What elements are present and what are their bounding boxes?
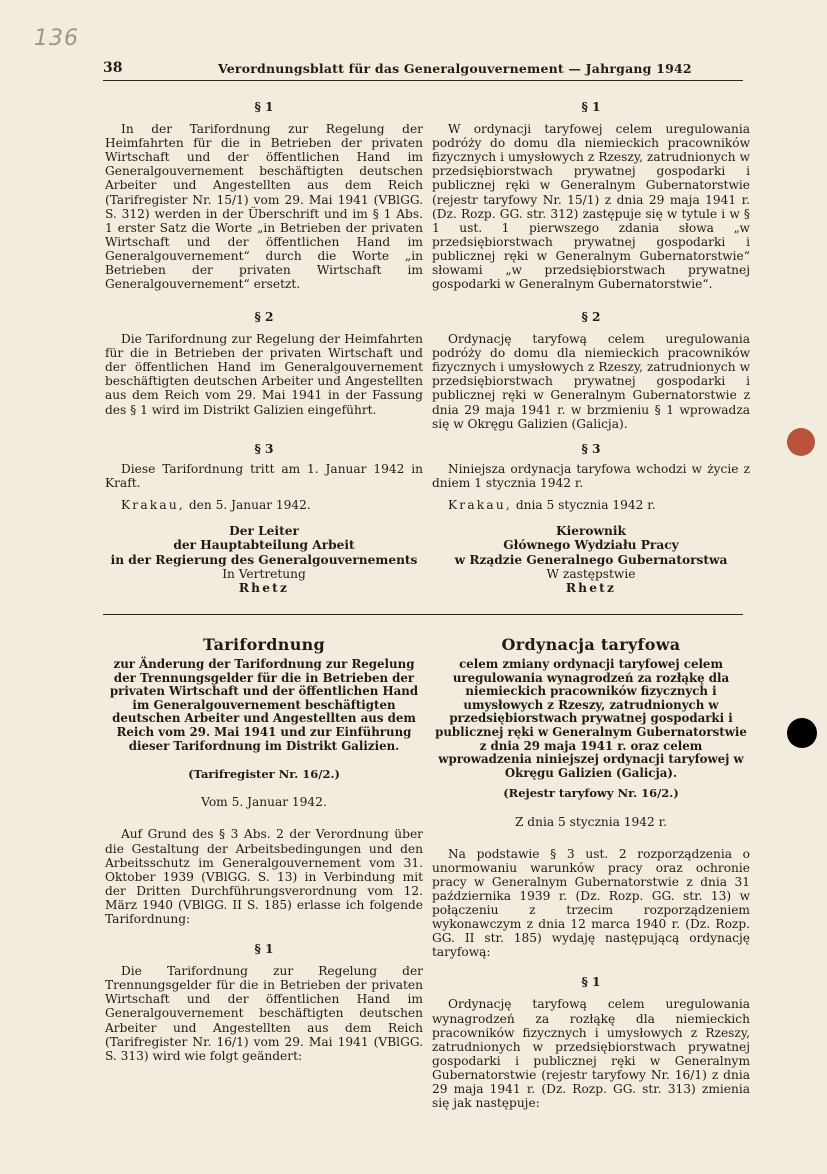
place: Krakau, — [121, 498, 185, 513]
document-date: Vom 5. Januar 1942. — [201, 795, 327, 810]
section-text: Diese Tarifordnung tritt am 1. Januar 1942 in Kraft. — [105, 462, 423, 491]
place-date — [105, 498, 423, 512]
running-title: Verordnungsblatt für das Generalgouvernement — Jahrgang 1942 — [218, 61, 692, 76]
document-subtitle: zur Änderung der Tarifordnung zur Regelung der Trennungsgelder für die in Betrieben der privaten Wirtschaft und der öffentlichen Hand im Generalgouvernement beschäftigten deutschen Arbeiter und Angestellten aus dem Reich vom 29. Mai 1941 und zur Einführung dieser Tarifordnung im Distrikt Galizien. — [109, 657, 419, 753]
section-heading: § 1 — [581, 100, 601, 114]
upper-polish-section2 — [432, 310, 750, 431]
date: den 5. Januar 1942. — [188, 498, 311, 513]
signature-name: Rhetz — [238, 580, 290, 595]
section-divider — [103, 614, 743, 615]
section-heading: § 1 — [254, 100, 274, 114]
signature-line: Głównego Wydziału Pracy — [503, 538, 679, 553]
signature-block — [432, 524, 750, 594]
section-heading: § 1 — [254, 942, 274, 957]
signature-line: w Rządzie Generalnego Gubernatorstwa — [454, 552, 728, 567]
signature-line: W zastępstwie — [546, 566, 636, 581]
upper-german-column — [105, 100, 423, 291]
preamble: Na podstawie § 3 ust. 2 rozporządzenia o unormowaniu warunków pracy oraz ochronie pracy w Generalnym Gubernatorstwie z dnia 31 października 1939 r. (Dz. Rozp. GG. str. 13) w połączeniu z trzecim rozporządzeniem wykonawczym z dnia 12 marca 1940 r. (Dz. Rozp. GG. II str. 185) wydaję następującą ordynację taryfową: — [432, 846, 750, 960]
paper-stain-mark — [787, 428, 815, 456]
handwritten-annotation: 136 — [34, 26, 79, 51]
signature-line: In Vertretung — [222, 566, 306, 581]
section-text: Ordynację taryfową celem uregulowania podróży do domu dla niemieckich pracowników fizycznych i umysłowych z Rzeszy, zatrudnionych w przedsiębiorstwach prywatnej gospodarki i publicznej ręki w Generalnym Gubernatorstwie z dnia 29 maja 1941 r. w brzmieniu § 1 wprowadza się w Okręgu Galizien (Galicja). — [432, 332, 750, 431]
register-number: (Tarifregister Nr. 16/2.) — [188, 767, 340, 782]
signature-line: der Hauptabteilung Arbeit — [173, 538, 355, 553]
page-header — [103, 58, 743, 81]
binder-hole-mark — [787, 718, 817, 748]
place: Krakau, — [448, 498, 512, 513]
document-title: Ordynacja taryfowa — [501, 635, 681, 654]
section-heading: § 2 — [254, 310, 274, 324]
document-subtitle: celem zmiany ordynacji taryfowej celem uregulowania wynagrodzeń za rozłąkę dla niemieckich pracowników fizycznych i umysłowych z Rzeszy, zatrudnionych w przedsiębiorstwach prywatnej gospodarki i publicznej ręki w Generalnym Gubernatorstwie z dnia 29 maja 1941 r. oraz celem wprowadzenia niniejszej ordynacji taryfowej w Okręgu Galizien (Galicja). — [435, 657, 747, 780]
section-heading: § 3 — [581, 442, 601, 456]
signature-line: Kierownik — [556, 524, 626, 539]
section-heading: § 3 — [254, 442, 274, 456]
document-title: Tarifordnung — [202, 635, 326, 654]
page-number: 38 — [103, 60, 123, 76]
preamble: Auf Grund des § 3 Abs. 2 der Verordnung über die Gestaltung der Arbeitsbedingungen und den Arbeitsschutz im Generalgouvernement vom 31. Oktober 1939 (VBlGG. S. 13) in Verbindung mit der Dritten Durchführungsverordnung vom 12. März 1940 (VBlGG. II S. 185) erlasse ich folgende Tarifordnung: — [105, 827, 423, 926]
lower-polish-column — [432, 635, 750, 1111]
section-heading: § 1 — [581, 975, 601, 990]
section-text: Ordynację taryfową celem uregulowania wynagrodzeń za rozłąkę dla niemieckich pracowników fizycznych i umysłowych z Rzeszy, zatrudnionych w przedsiębiorstwach prywatnej gospodarki i publicznej ręki w Generalnym Gubernatorstwie (rejestr taryfowy Nr. 16/1) z dnia 29 maja 1941 r. (Dz. Rozp. GG. str. 313) zmienia się jak następuje: — [432, 997, 750, 1111]
upper-german-section2 — [105, 310, 423, 417]
section-text: W ordynacji taryfowej celem uregulowania podróży do domu dla niemieckich pracowników fizycznych i umysłowych z Rzeszy, zatrudnionych w przedsiębiorstwach prywatnej gospodarki i publicznej ręki w Generalnym Gubernatorstwie (rejestr taryfowy Nr. 15/1) z dnia 29 maja 1941 r. (Dz. Rozp. GG. str. 312) zastępuje się w tytule i w § 1 ust. 1 pierwszego zdania słowa „w przedsiębiorstwach prywatnej gospodarki i publicznej ręki w Generalnym Gubernatorstwie“ słowami „w przedsiębiorstwach prywatnej gospodarki w Generalnym Gubernatorstwie“. — [432, 122, 750, 292]
section-text: Niniejsza ordynacja taryfowa wchodzi w życie z dniem 1 stycznia 1942 r. — [432, 462, 750, 491]
date: dnia 5 stycznia 1942 r. — [515, 498, 656, 513]
section-heading: § 2 — [581, 310, 601, 324]
lower-german-column — [105, 635, 423, 1063]
upper-polish-column — [432, 100, 750, 291]
signature-name: Rhetz — [565, 580, 617, 595]
signature-line: Der Leiter — [229, 524, 299, 539]
section-text: In der Tarifordnung zur Regelung der Heimfahrten für die in Betrieben der privaten Wirtschaft und der öffentlichen Hand im Generalgouvernement beschäftigten deutschen Arbeiter und Angestellten aus dem Reich (Tarifregister Nr. 15/1) vom 29. Mai 1941 (VBlGG. S. 312) werden in der Überschrift und im § 1 Abs. 1 erster Satz die Worte „in Betrieben der privaten Wirtschaft und der öffentlichen Hand im Generalgouvernement“ durch die Worte „in Betrieben der privaten Wirtschaft im Generalgouvernement“ ersetzt. — [105, 122, 423, 292]
document-date: Z dnia 5 stycznia 1942 r. — [514, 814, 668, 829]
upper-polish-section3 — [432, 442, 750, 595]
place-date — [432, 498, 750, 512]
section-text: Die Tarifordnung zur Regelung der Heimfahrten für die in Betrieben der privaten Wirtschaft und der öffentlichen Hand im Generalgouvernement beschäftigten deutschen Arbeiter und Angestellten aus dem Reich vom 29. Mai 1941 in der Fassung des § 1 wird im Distrikt Galizien eingeführt. — [105, 332, 423, 417]
signature-block — [105, 524, 423, 594]
upper-german-section3 — [105, 442, 423, 595]
signature-line: in der Regierung des Generalgouvernements — [110, 552, 418, 567]
register-number: (Rejestr taryfowy Nr. 16/2.) — [503, 786, 679, 801]
section-text: Die Tarifordnung zur Regelung der Trennungsgelder für die in Betrieben der privaten Wirtschaft und der öffentlichen Hand im Generalgouvernement beschäftigten deutschen Arbeiter und Angestellten aus dem Reich (Tarifregister Nr. 16/1) vom 29. Mai 1941 (VBlGG. S. 313) wird wie folgt geändert: — [105, 964, 423, 1063]
